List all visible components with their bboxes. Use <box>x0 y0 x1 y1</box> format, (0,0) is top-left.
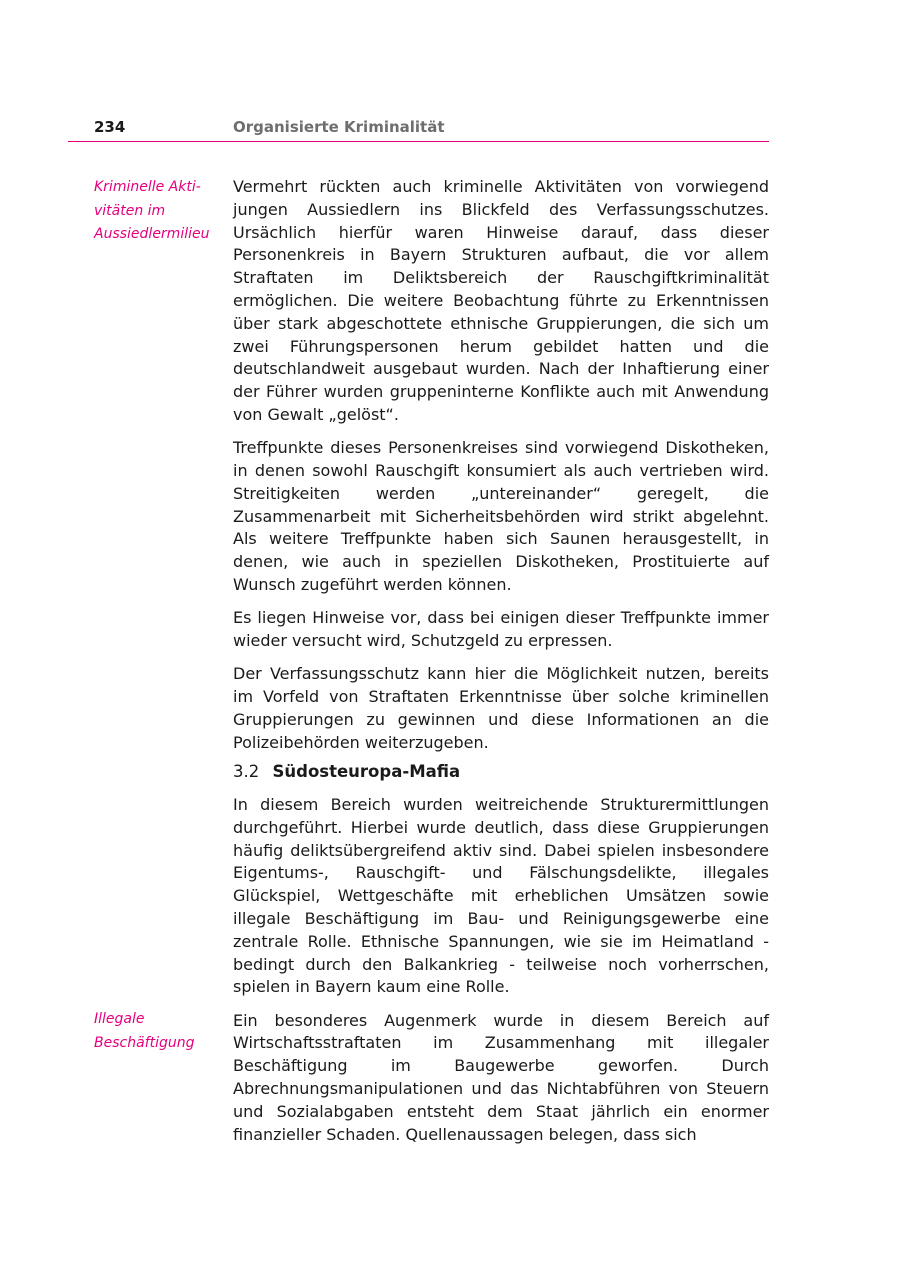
section-aussiedler-body <box>233 176 769 765</box>
margin-note-beschaeftigung: Illegale Beschäftigung <box>94 1011 195 1051</box>
paragraph: Es liegen Hinweise vor, dass bei einigen dieser Treffpunkte immer wieder versucht wird, Schutzgeld zu erpressen. <box>233 608 769 651</box>
section-mafia-body <box>233 794 769 1157</box>
header-rule <box>68 141 769 142</box>
running-title: Organisierte Kriminalität <box>233 118 445 136</box>
paragraph: Treffpunkte dieses Personenkreises sind vorwiegend Diskotheken, in denen sowohl Rauschgift konsumiert als auch vertrieben wird. Streitigkeiten werden „untereinander“ geregelt, die Zusammenarbeit mit Sicherheitsbehörden wird strikt abgelehnt. Als weitere Treffpunkte haben sich Saunen herausgestellt, in denen, wie auch in speziellen Diskotheken, Prostituierte auf Wunsch zugeführt werden können. <box>233 438 769 595</box>
paragraph: In diesem Bereich wurden weitreichende Strukturermittlungen durchgeführt. Hierbei wurde deutlich, dass diese Gruppierungen häufig deliktsübergreifend aktiv sind. Dabei spielen insbesondere Eigentums-, Rauschgift- und Fälschungsdelikte, illegales Glückspiel, Wettgeschäfte mit erheblichen Umsätzen sowie illegale Beschäftigung im Bau- und Reinigungsgewerbe eine zentrale Rolle. Ethnische Spannungen, wie sie im Heimatland - bedingt durch den Balkankrieg - teilweise noch vorherrschen, spielen in Bayern kaum eine Rolle. <box>233 795 769 997</box>
paragraph: Vermehrt rückten auch kriminelle Aktivitäten von vorwiegend jungen Aussiedlern ins Blickfeld des Verfassungsschutzes. Ursächlich hierfür waren Hinweise darauf, dass dieser Personenkreis in Bayern Strukturen aufbaut, die vor allem Straftaten im Deliktsbereich der Rauschgiftkriminalität ermöglichen. Die weitere Beobachtung führte zu Erkenntnissen über stark abgeschottete ethnische Gruppierungen, die sich um zwei Führungspersonen herum gebildet hatten und die deutschlandweit ausgebaut wurden. Nach der Inhaftierung einer der Führer wurden gruppeninterne Konflikte auch mit Anwendung von Gewalt „gelöst“. <box>233 177 769 424</box>
paragraph: Ein besonderes Augenmerk wurde in diesem Bereich auf Wirtschaftsstraftaten im Zusammenhang mit illegaler Beschäftigung im Baugewerbe geworfen. Durch Abrechnungsmanipulationen und das Nichtabführen von Steuern und Sozialabgaben entsteht dem Staat jährlich ein enormer finanzieller Schaden. Quellenaussagen belegen, dass sich <box>233 1010 769 1144</box>
page-number: 234 <box>94 118 126 136</box>
section-title: Südosteuropa-Mafia <box>272 762 461 781</box>
margin-note-aussiedler: Kriminelle Akti- vitäten im Aussiedlermilieu <box>94 179 210 242</box>
paragraph: Der Verfassungsschutz kann hier die Möglichkeit nutzen, bereits im Vorfeld von Straftaten Erkenntnisse über solche kriminellen Gruppierungen zu gewinnen und diese Informationen an die Polizeibehörden weiterzugeben. <box>233 664 769 752</box>
section-heading <box>233 762 460 781</box>
section-number: 3.2 <box>233 762 260 781</box>
